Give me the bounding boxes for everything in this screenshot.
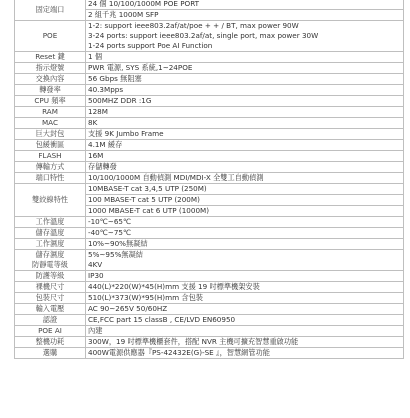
spec-value: [86, 0, 404, 21]
spec-label: RAM: [15, 107, 86, 118]
spec-row: [15, 173, 404, 184]
spec-label: POE: [15, 21, 86, 52]
spec-value: 存儲轉發: [86, 162, 404, 173]
spec-row: [15, 228, 404, 239]
spec-row: [15, 217, 404, 228]
spec-value: 128M: [86, 107, 404, 118]
spec-row: [15, 293, 404, 304]
spec-label: 工作溫度: [15, 217, 86, 228]
spec-row: [15, 52, 404, 63]
spec-value: 16M: [86, 151, 404, 162]
spec-label-line: 儲存濕度: [35, 250, 65, 259]
spec-value: 10/100/1000M 自動偵測 MDI/MDI-X 全雙工自動偵測: [86, 173, 404, 184]
spec-value: [86, 184, 404, 217]
spec-value: 400W電源供應器『PS-42432E(G)-SE 』，智慧網管功能: [86, 348, 404, 359]
spec-value: 1 個: [86, 52, 404, 63]
spec-label: POE AI: [15, 326, 86, 337]
spec-value: 10%~90%無凝結: [86, 239, 404, 250]
spec-row: [15, 271, 404, 282]
spec-table-body: [15, 0, 404, 359]
spec-row: [15, 348, 404, 359]
spec-value: 300W，19 吋標準機櫃套件，搭配 NVR 主機可擴充智慧重啟功能: [86, 337, 404, 348]
spec-value: 40.3Mpps: [86, 85, 404, 96]
spec-label: 裸機尺寸: [15, 282, 86, 293]
spec-label: 包緩衝區: [15, 140, 86, 151]
spec-row: [15, 282, 404, 293]
spec-label: 包裝尺寸: [15, 293, 86, 304]
spec-table: [14, 0, 404, 359]
spec-label-line: 防靜電等級: [32, 260, 68, 269]
spec-value: 8K: [86, 118, 404, 129]
spec-value: IP30: [86, 271, 404, 282]
spec-label: 端口特性: [15, 173, 86, 184]
spec-value: -40℃~75℃: [86, 228, 404, 239]
spec-value-line: 100 MBASE-T cat 5 UTP (200M): [86, 195, 403, 206]
spec-label: 儲存溫度: [15, 228, 86, 239]
spec-row: [15, 315, 404, 326]
spec-value: 440(L)*220(W)*45(H)mm 支援 19 吋標準機架安裝: [86, 282, 404, 293]
spec-value: PWR 電源, SYS 系統,1~24POE: [86, 63, 404, 74]
spec-row: [15, 184, 404, 217]
spec-value-line: 2 組千兆 1000M SFP: [88, 10, 159, 19]
spec-value: CE,FCC part 15 classB , CE/LVD EN60950: [86, 315, 404, 326]
spec-value-line: 4KV: [88, 260, 103, 269]
spec-label: 交換內容: [15, 74, 86, 85]
spec-label: [15, 250, 86, 271]
spec-value: AC 90~265V 50/60HZ: [86, 304, 404, 315]
spec-value: 內建: [86, 326, 404, 337]
spec-value: 510(L)*373(W)*95(H)mm 含包裝: [86, 293, 404, 304]
spec-row: [15, 151, 404, 162]
spec-row: [15, 118, 404, 129]
spec-value-line: 1000 MBASE-T cat 6 UTP (1000M): [88, 206, 210, 215]
spec-row: [15, 162, 404, 173]
spec-row: [15, 107, 404, 118]
spec-row: [15, 326, 404, 337]
spec-label: 整機功耗: [15, 337, 86, 348]
spec-row: [15, 74, 404, 85]
spec-value-line: 3-24 ports: support ieee803.2af/at, single port, max power 30W: [88, 31, 319, 40]
spec-label: 雙絞線特性: [15, 184, 86, 217]
spec-value-line: 1-2: support ieee803.2af/at/poe + + / BT, max power 90W: [88, 21, 299, 30]
spec-label: 防護等級: [15, 271, 86, 282]
spec-value: 支援 9K Jumbo Frame: [86, 129, 404, 140]
spec-value-line: 10MBASE-T cat 3,4,5 UTP (250M): [86, 184, 403, 195]
spec-row: [15, 63, 404, 74]
spec-label: 巨大封包: [15, 129, 86, 140]
spec-value-line: 24 個 10/100/1000M POE PORT: [86, 0, 403, 10]
spec-value: 4.1M 緩存: [86, 140, 404, 151]
spec-label: 固定端口: [15, 0, 86, 21]
spec-row: [15, 304, 404, 315]
spec-value: -10℃~65℃: [86, 217, 404, 228]
spec-row: [15, 85, 404, 96]
spec-label: 指示燈號: [15, 63, 86, 74]
spec-label: Reset 鍵: [15, 52, 86, 63]
spec-value: [86, 250, 404, 271]
spec-value: [86, 21, 404, 52]
spec-label: 輸入電壓: [15, 304, 86, 315]
spec-row: [15, 21, 404, 52]
spec-label: 工作濕度: [15, 239, 86, 250]
spec-label: MAC: [15, 118, 86, 129]
spec-label: 轉發率: [15, 85, 86, 96]
spec-row: [15, 337, 404, 348]
spec-row: [15, 0, 404, 21]
spec-row: [15, 129, 404, 140]
spec-label: 傳輸方式: [15, 162, 86, 173]
spec-value-line: 5%~95%無凝結: [88, 250, 143, 259]
spec-value: 500MHZ DDR :1G: [86, 96, 404, 107]
spec-row: [15, 140, 404, 151]
spec-label: CPU 頻率: [15, 96, 86, 107]
spec-row: [15, 250, 404, 271]
spec-value-line: 1-24 ports support Poe AI Function: [88, 41, 213, 50]
spec-row: [15, 96, 404, 107]
spec-row: [15, 239, 404, 250]
spec-value: 56 Gbps 無阻塞: [86, 74, 404, 85]
spec-label: 選購: [15, 348, 86, 359]
spec-label: 認證: [15, 315, 86, 326]
spec-label: FLASH: [15, 151, 86, 162]
